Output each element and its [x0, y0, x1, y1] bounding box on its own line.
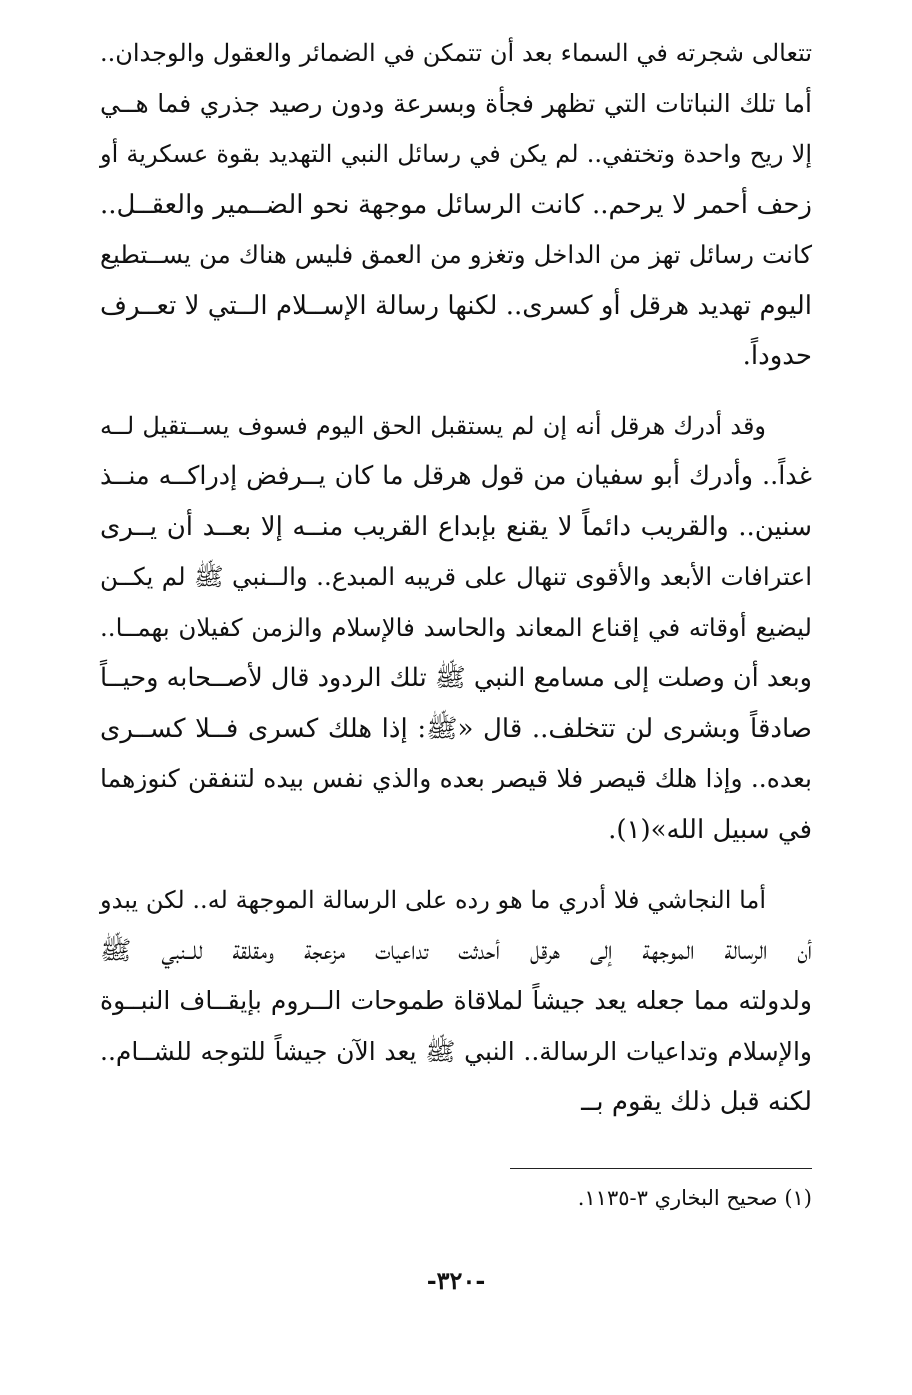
text-line: وبعد أن وصلت إلى مسامع النبي ﷺ تلك الردود قال لأصــحابه وحيــاً [100, 663, 812, 693]
text-line: أما النجاشي فلا أدري ما هو رده على الرسالة الموجهة له.. لكن يبدو [100, 886, 766, 914]
text-line: وقد أدرك هرقل أنه إن لم يستقبل الحق اليوم فسوف يســتقيل لــه [100, 411, 766, 440]
text-line: زحف أحمر لا يرحم.. كانت الرسائل موجهة نحو الضــمير والعقــل.. [100, 189, 812, 220]
page-number: -٣٢٠- [426, 1266, 486, 1295]
text-line: اليوم تهديد هرقل أو كسرى.. لكنها رسالة الإســلام الــتي لا تعــرف [100, 290, 812, 321]
text-line: بعده.. وإذا هلك قيصر فلا قيصر بعده والذي نفس بيده لتنفقن كنوزهما [100, 764, 812, 793]
text-line: سنين.. والقريب دائماً لا يقنع بإبداع القريب منــه إلا بعــد أن يــرى [100, 511, 812, 542]
text-line: إلا ريح واحدة وتختفي.. لم يكن في رسائل النبي التهديد بقوة عسكرية أو [100, 140, 812, 168]
text-line: كانت رسائل تهز من الداخل وتغزو من العمق فليس هناك من يســتطيع [100, 240, 812, 269]
text-line: اعترافات الأبعد والأقوى تنهال على قريبه المبدع.. والــنبي ﷺ لم يكــن [100, 562, 812, 591]
text-line: أما تلك النباتات التي تظهر فجأة وبسرعة ودون رصيد جذري فما هــي [100, 88, 812, 118]
paragraph-1 [100, 28, 812, 382]
text-line: تتعالى شجرته في السماء بعد أن تتمكن في الضمائر والعقول والوجدان.. [100, 39, 812, 67]
paragraph-3 [100, 875, 812, 1128]
text-line: في سبيل الله»(١). [608, 814, 812, 845]
footnote-separator [510, 1168, 812, 1169]
footnote: (١) صحيح البخاري ٣-١١٣٥. [577, 1186, 812, 1210]
text-line: أن الرسالة الموجهة إلى هرقل أحدثت تداعيات مزعجة ومقلقة للــنبي ﷺ [100, 935, 812, 966]
text-line: غداً.. وأدرك أبو سفيان من قول هرقل ما كان يــرفض إدراكــه منــذ [100, 461, 812, 491]
text-line: والإسلام وتداعيات الرسالة.. النبي ﷺ يعد الآن جيشاً للتوجه للشــام.. [100, 1036, 812, 1066]
text-line: ولدولته مما جعله يعد جيشاً لملاقاة طموحات الــروم بإيقــاف النبــوة [100, 986, 812, 1015]
text-line: لكنه قبل ذلك يقوم بــ [581, 1087, 812, 1117]
paragraph-2 [100, 401, 812, 856]
page-body [100, 28, 812, 1128]
text-line: ليضيع أوقاته في إقناع المعاند والحاسد فالإسلام والزمن كفيلان بهمــا.. [100, 612, 812, 642]
text-line: حدوداً. [742, 341, 812, 371]
text-line: صادقاً وبشرى لن تتخلف.. قال «ﷺ: إذا هلك كسرى فــلا كســرى [100, 713, 812, 744]
